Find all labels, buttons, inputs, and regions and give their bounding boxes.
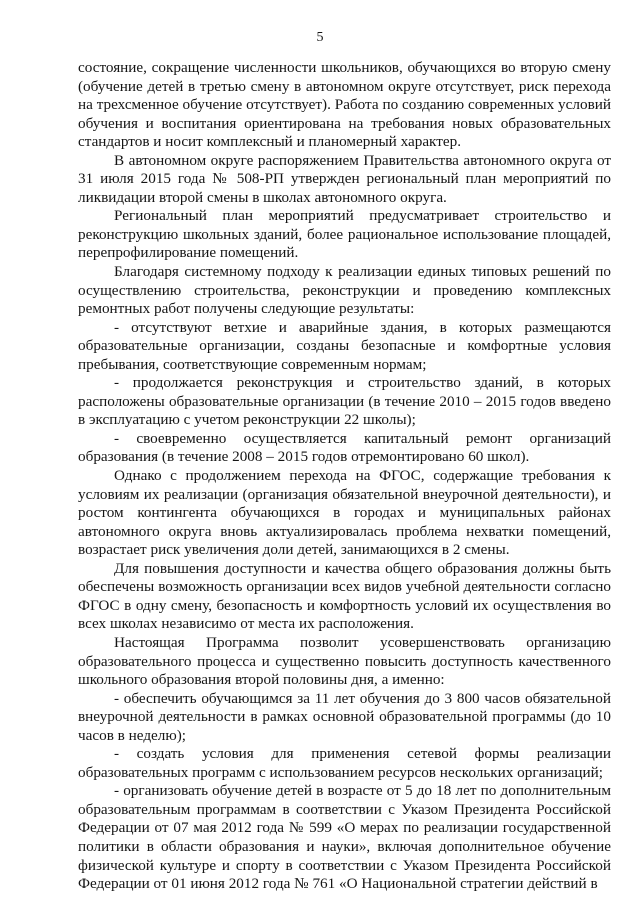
document-body [78,59,611,894]
page-number: 5 [316,30,324,45]
paragraph: В автономном округе распоряжением Правительства автономного округа от 31 июля 2015 года № 508-РП утвержден региональный план мероприятий по ликвидации второй смены в школах автономного округа. [78,151,611,206]
list-item: - организовать обучение детей в возрасте от 5 до 18 лет по дополнительным образовательным программам в соответствии с Указом Президента Российской Федерации от 07 мая 2012 года № 599 «О мерах по реализации государственной политики в области образования и науки», включая дополнительное обучение физической культуре и спорту в соответствии с Указом Президента Российской Федерации от 01 июня 2012 года № 761 «О Национальной стратегии действий в [78,782,611,893]
list-item: - своевременно осуществляется капитальный ремонт организаций образования (в течение 2008 – 2015 годов отремонтировано 60 школ). [78,429,611,466]
list-item: - обеспечить обучающимся за 11 лет обучения до 3 800 часов обязательной внеурочной деятельности в рамках основной образовательной программы (до 10 часов в неделю); [78,689,611,744]
paragraph: Однако с продолжением перехода на ФГОС, содержащие требования к условиям их реализации (организация обязательной внеурочной деятельности), и ростом контингента обучающихся в городах и муниципальных районах автономного округа вновь актуализировалась проблема нехватки помещений, возрастает риск увеличения доли детей, занимающихся в 2 смены. [78,467,611,559]
paragraph: Настоящая Программа позволит усовершенствовать организацию образовательного процесса и существенно повысить доступность качественного школьного образования второй половины дня, а именно: [78,633,611,689]
paragraph: Для повышения доступности и качества общего образования должны быть обеспечены возможность организации всех видов учебной деятельности согласно ФГОС в одну смену, безопасность и комфортность условий их осуществления во всех школах независимо от места их расположения. [78,559,611,633]
paragraph: состояние, сокращение численности школьников, обучающихся во вторую смену (обучение детей в третью смену в автономном округе отсутствует, риск перехода на трехсменное обучение отсутствует). Работа по созданию современных условий обучения и воспитания ориентирована на требования новых образовательных стандартов и носит комплексный и планомерный характер. [78,59,611,151]
paragraph: Благодаря системному подходу к реализации единых типовых решений по осуществлению строительства, реконструкции и проведению комплексных ремонтных работ получены следующие результаты: [78,263,611,318]
list-item: - отсутствуют ветхие и аварийные здания, в которых размещаются образовательные организации, созданы безопасные и комфортные условия пребывания, соответствующие современным нормам; [78,318,611,373]
paragraph: Региональный план мероприятий предусматривает строительство и реконструкцию школьных зданий, более рациональное использование площадей, перепрофилирование помещений. [78,207,611,262]
list-item: - создать условия для применения сетевой формы реализации образовательных программ с использованием ресурсов нескольких организаций; [78,745,611,781]
list-item: - продолжается реконструкция и строительство зданий, в которых расположены образовательные организации (в течение 2010 – 2015 годов введено в эксплуатацию с учетом реконструкции 22 школы); [78,374,611,429]
